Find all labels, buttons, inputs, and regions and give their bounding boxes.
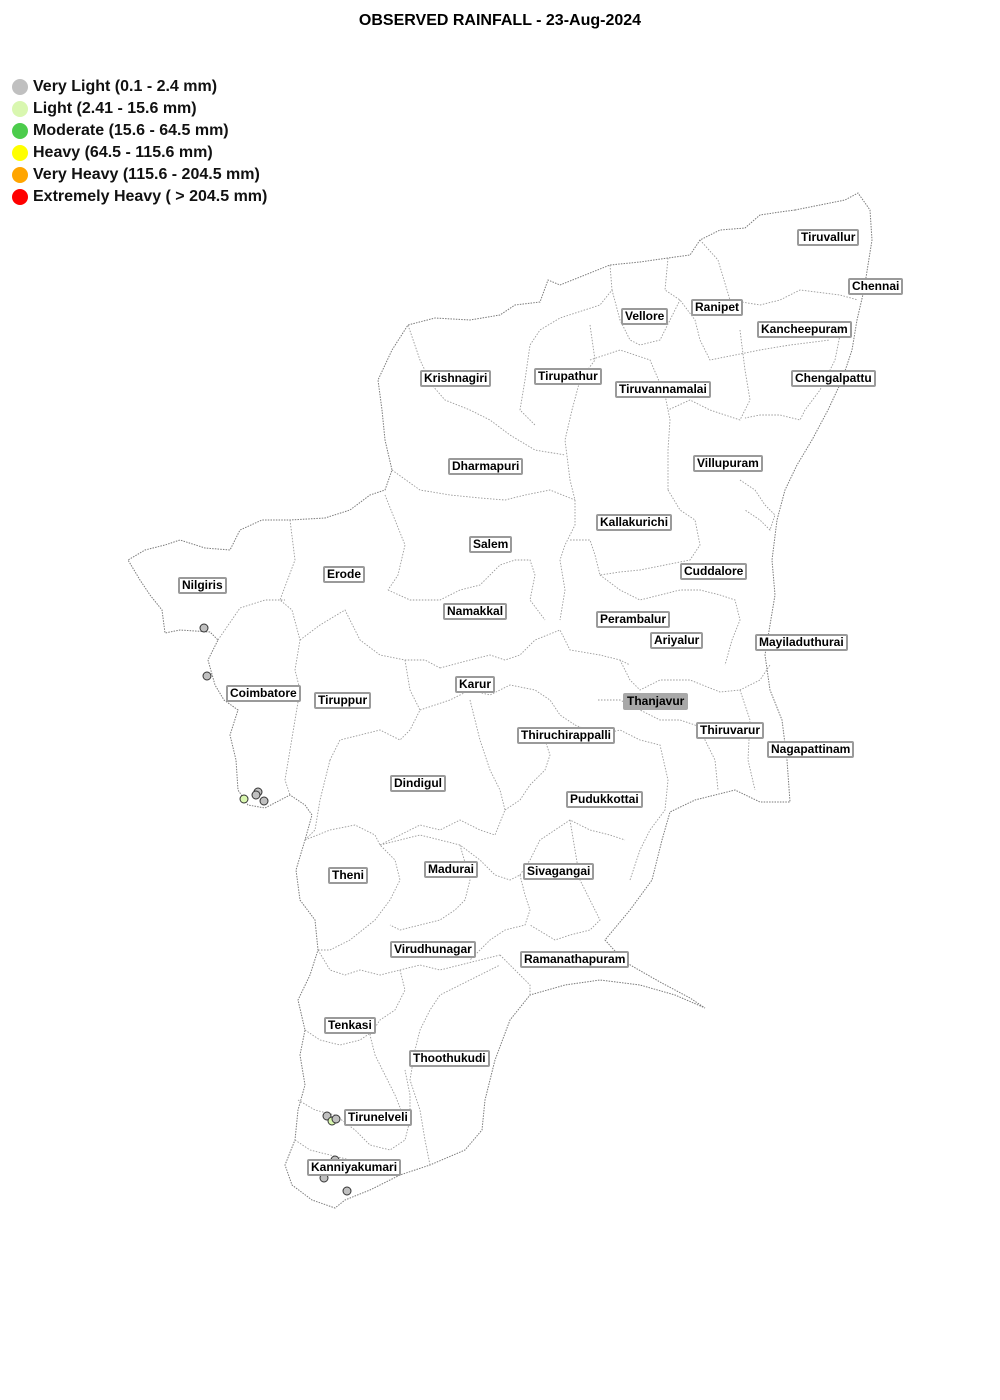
district-label[interactable]: Villupuram [693,455,763,472]
district-label[interactable]: Tiruvannamalai [615,381,711,398]
district-label[interactable]: Kanniyakumari [307,1159,401,1176]
district-label[interactable]: Tenkasi [324,1017,376,1034]
district-label[interactable]: Cuddalore [680,563,747,580]
district-label[interactable]: Kallakurichi [596,514,672,531]
legend-label: Moderate (15.6 - 64.5 mm) [33,122,229,139]
district-label[interactable]: Dindigul [390,775,446,792]
district-label[interactable]: Tiruppur [314,692,371,709]
district-label[interactable]: Nilgiris [178,577,227,594]
district-label[interactable]: Perambalur [596,611,670,628]
district-label[interactable]: Vellore [621,308,668,325]
legend-label: Very Light (0.1 - 2.4 mm) [33,78,218,95]
district-label[interactable]: Sivagangai [523,863,594,880]
district-label[interactable]: Kancheepuram [757,321,852,338]
district-label[interactable]: Chengalpattu [791,370,876,387]
district-label[interactable]: Coimbatore [226,685,301,702]
district-label[interactable]: Nagapattinam [767,741,854,758]
district-label[interactable]: Dharmapuri [448,458,523,475]
district-label[interactable]: Pudukkottai [566,791,643,808]
district-label[interactable]: Madurai [424,861,478,878]
station-marker[interactable] [240,795,248,803]
district-label[interactable]: Thiruvarur [696,722,764,739]
district-label[interactable]: Mayiladuthurai [755,634,848,651]
district-label[interactable]: Tiruvallur [797,229,859,246]
district-label[interactable]: Krishnagiri [420,370,491,387]
legend-label: Very Heavy (115.6 - 204.5 mm) [33,166,260,183]
district-label[interactable]: Thanjavur [623,693,688,710]
station-marker[interactable] [252,791,260,799]
district-label[interactable]: Thiruchirappalli [517,727,615,744]
district-label[interactable]: Chennai [848,278,903,295]
district-label[interactable]: Salem [469,536,512,553]
district-label[interactable]: Namakkal [443,603,507,620]
map-title: OBSERVED RAINFALL - 23-Aug-2024 [358,12,642,29]
district-label[interactable]: Theni [328,867,368,884]
district-label[interactable]: Ariyalur [650,632,703,649]
legend-label: Heavy (64.5 - 115.6 mm) [33,144,213,161]
legend-label: Light (2.41 - 15.6 mm) [33,100,197,117]
district-label[interactable]: Ramanathapuram [520,951,629,968]
legend-label: Extremely Heavy ( > 204.5 mm) [33,188,268,205]
district-label[interactable]: Ranipet [691,299,743,316]
district-label[interactable]: Thoothukudi [409,1050,490,1067]
station-marker[interactable] [200,624,208,632]
district-label[interactable]: Tirupathur [534,368,602,385]
district-label[interactable]: Erode [323,566,365,583]
district-label[interactable]: Virudhunagar [390,941,476,958]
station-marker[interactable] [203,672,211,680]
district-label[interactable]: Karur [455,676,495,693]
station-marker[interactable] [332,1115,340,1123]
station-marker[interactable] [260,797,268,805]
station-marker[interactable] [343,1187,351,1195]
station-markers [200,624,351,1195]
district-label[interactable]: Tirunelveli [344,1109,412,1126]
